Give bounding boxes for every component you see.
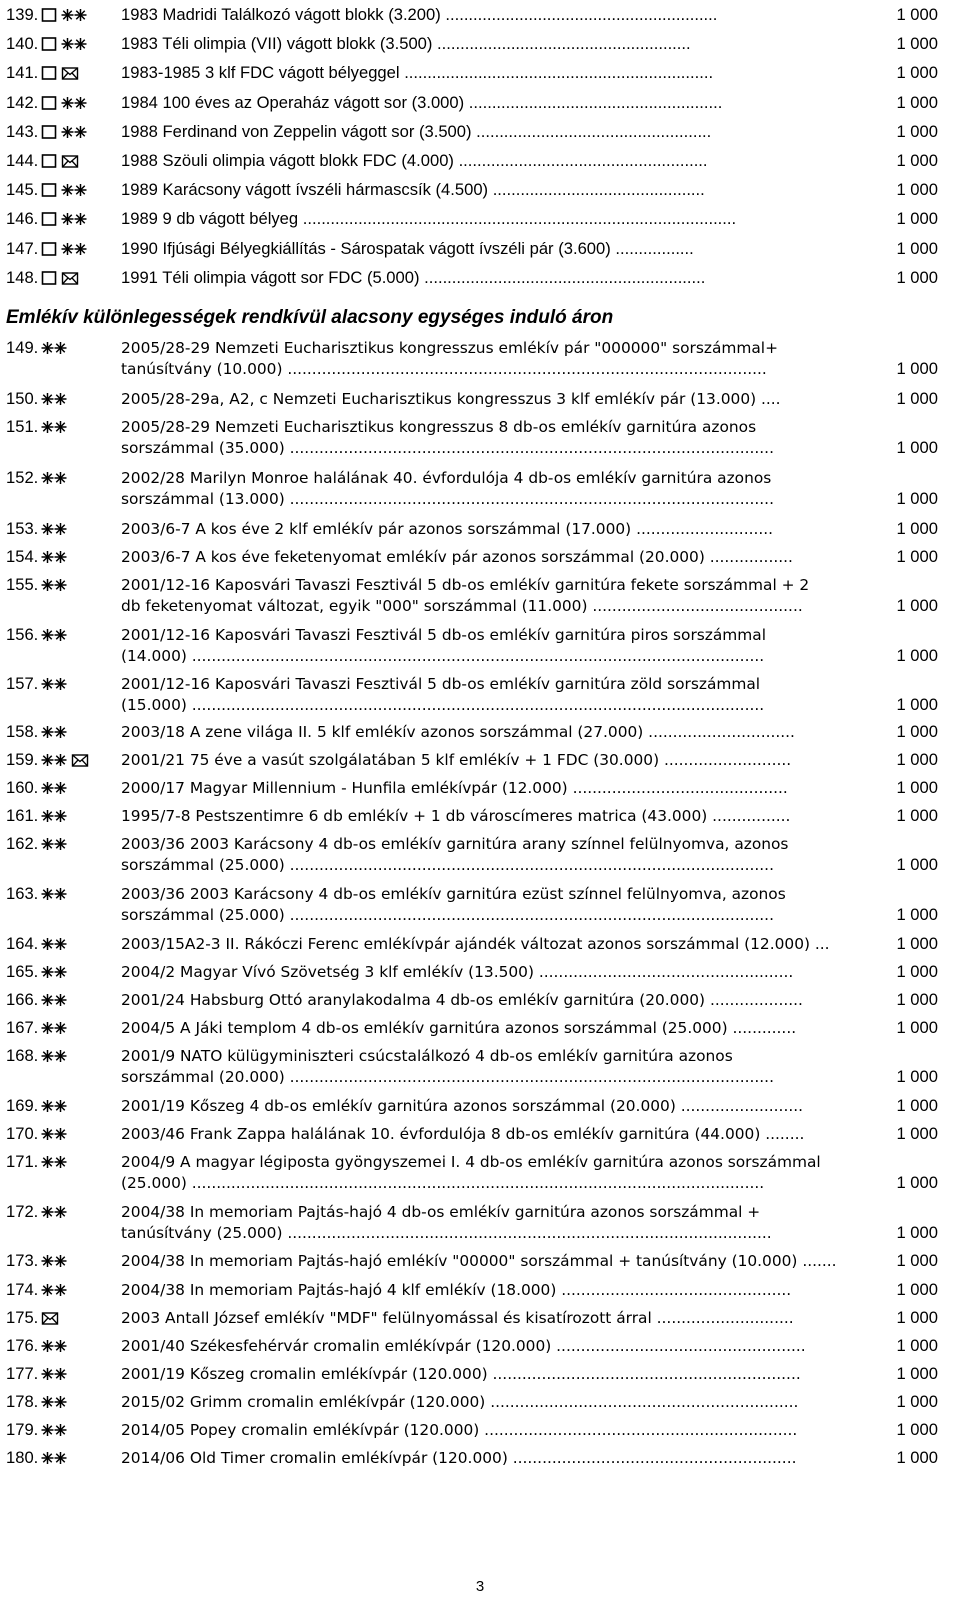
entry-icons	[41, 1447, 67, 1469]
envelope-icon	[61, 65, 79, 81]
entry-number: 166.	[6, 990, 39, 1009]
double-asterisk-icon	[41, 964, 67, 980]
entry-line	[0, 961, 960, 983]
entry-description: (14.000) .....................................................................................................................	[121, 647, 765, 665]
entry-price: 1 000	[896, 1096, 938, 1115]
entry-price: 1 000	[896, 34, 938, 54]
double-asterisk-icon	[41, 577, 67, 593]
entry-icons	[41, 121, 87, 143]
entry-price: 1 000	[896, 1308, 938, 1327]
entry-description: tanúsítvány (10.000) ..................................................................................................	[121, 360, 767, 378]
entry-price: 1 000	[896, 1280, 938, 1299]
double-asterisk-icon	[61, 95, 87, 111]
entry-icons	[41, 805, 67, 827]
entry-number: 167.	[6, 1018, 39, 1037]
entry-icons	[41, 337, 67, 359]
entry-icons	[41, 574, 67, 596]
entry-price: 1 000	[896, 962, 938, 981]
entry-number: 153.	[6, 519, 39, 538]
double-asterisk-icon	[41, 936, 67, 952]
entry-icons	[41, 777, 67, 799]
entry-price: 1 000	[896, 1420, 938, 1439]
entry-line	[0, 1172, 960, 1194]
entry-icons	[41, 1419, 67, 1441]
entry-description: 2014/06 Old Timer cromalin emlékívpár (120.000) ..........................................................	[121, 1449, 797, 1467]
entry-description: sorszámmal (13.000) ...................................................................................................	[121, 490, 774, 508]
entry-line	[0, 1307, 960, 1329]
entry-line	[0, 388, 960, 410]
entry-price: 1 000	[896, 1251, 938, 1270]
entry-line	[0, 1123, 960, 1145]
entry-line	[0, 1391, 960, 1413]
entry-line	[0, 1335, 960, 1357]
entry-number: 151.	[6, 417, 39, 436]
entry-line	[0, 238, 960, 260]
entry-icons	[41, 467, 67, 489]
entry-line	[0, 4, 960, 26]
entry-description: 2014/05 Popey cromalin emlékívpár (120.000) ................................................................	[121, 1421, 798, 1439]
entry-description: 2001/12-16 Kaposvári Tavaszi Fesztivál 5 db-os emlékív garnitúra piros sorszámmal	[121, 626, 766, 644]
double-asterisk-icon	[41, 1338, 67, 1354]
entry-line	[0, 1066, 960, 1088]
entry-line	[0, 777, 960, 799]
entry-description: (15.000) .....................................................................................................................	[121, 696, 765, 714]
entry-icons	[41, 518, 67, 540]
entry-number: 173.	[6, 1251, 39, 1270]
entry-description: 2004/5 A Jáki templom 4 db-os emlékív garnitúra azonos sorszámmal (25.000) .............	[121, 1019, 797, 1037]
entry-description: 2000/17 Magyar Millennium - Hunfila emlékívpár (12.000) ............................................	[121, 779, 788, 797]
entry-number: 168.	[6, 1046, 39, 1065]
entry-description: 2004/9 A magyar légiposta gyöngyszemei I. 4 db-os emlékív garnitúra azonos sorszámmal	[121, 1153, 821, 1171]
entry-number: 170.	[6, 1124, 39, 1143]
entry-description: 2004/2 Magyar Vívó Szövetség 3 klf emlékív (13.500) ....................................................	[121, 963, 794, 981]
entry-line	[0, 337, 960, 359]
entry-number: 145.	[6, 180, 39, 200]
entry-line	[0, 1447, 960, 1469]
entry-number: 155.	[6, 575, 39, 594]
envelope-icon	[41, 1310, 59, 1326]
entry-description: 2001/21 75 éve a vasút szolgálatában 5 klf emlékív + 1 FDC (30.000) ..........................	[121, 751, 792, 769]
entry-line	[0, 518, 960, 540]
double-asterisk-icon	[41, 1098, 67, 1114]
entry-price: 1 000	[896, 180, 938, 200]
entry-icons	[41, 179, 87, 201]
entry-number: 150.	[6, 389, 39, 408]
entry-description: 1984 100 éves az Operaház vágott sor (3.000) .......................................................	[121, 92, 723, 112]
entry-description: 2004/38 In memoriam Pajtás-hajó 4 db-os emlékív garnitúra azonos sorszámmal +	[121, 1203, 761, 1221]
entry-number: 149.	[6, 338, 39, 357]
entry-description: 2003/6-7 A kos éve feketenyomat emlékív pár azonos sorszámmal (20.000) .................	[121, 548, 793, 566]
entry-line	[0, 1201, 960, 1223]
entry-number: 147.	[6, 238, 39, 258]
entry-line	[0, 62, 960, 84]
entry-price: 1 000	[896, 1223, 938, 1242]
entry-icons	[41, 624, 67, 646]
envelope-icon	[61, 153, 79, 169]
entry-line	[0, 1363, 960, 1385]
entry-price: 1 000	[896, 92, 938, 112]
entry-line	[0, 673, 960, 695]
entry-line	[0, 805, 960, 827]
double-asterisk-icon	[41, 992, 67, 1008]
entry-line	[0, 574, 960, 596]
entry-price: 1 000	[896, 1067, 938, 1086]
entry-line	[0, 33, 960, 55]
entry-description: (25.000) .....................................................................................................................	[121, 1174, 765, 1192]
entry-description: 2002/28 Marilyn Monroe halálának 40. évfordulója 4 db-os emlékív garnitúra azonos	[121, 469, 772, 487]
entry-number: 177.	[6, 1364, 39, 1383]
entry-line	[0, 467, 960, 489]
entry-icons	[41, 416, 67, 438]
entry-description: 1988 Ferdinand von Zeppelin vágott sor (3.500) ...................................................	[121, 121, 712, 141]
entry-line	[0, 1045, 960, 1067]
double-asterisk-icon	[41, 340, 67, 356]
entry-price: 1 000	[896, 1336, 938, 1355]
entry-description: 1983-1985 3 klf FDC vágott bélyeggel ...................................................................	[121, 63, 714, 83]
entry-line	[0, 933, 960, 955]
entry-number: 176.	[6, 1336, 39, 1355]
entry-description: 1983 Téli olimpia (VII) vágott blokk (3.500) .......................................................	[121, 34, 691, 54]
entry-description: 2003/15A2-3 II. Rákóczi Ferenc emlékívpár ajándék változat azonos sorszámmal (12.000) ...	[121, 935, 830, 953]
entry-description: 1989 9 db vágott bélyeg ..............................................................................................	[121, 209, 737, 229]
entry-price: 1 000	[896, 778, 938, 797]
entry-description: 2004/38 In memoriam Pajtás-hajó emlékív "00000" sorszámmal + tanúsítvány (10.000) .......	[121, 1252, 837, 1270]
double-asterisk-icon	[41, 808, 67, 824]
entry-description: 2003/36 2003 Karácsony 4 db-os emlékív garnitúra arany színnel felülnyomva, azonos	[121, 835, 789, 853]
entry-icons	[41, 388, 67, 410]
section-heading: Emlékív különlegességek rendkívül alacsony egységes induló áron	[6, 307, 614, 328]
entry-number: 165.	[6, 962, 39, 981]
entry-number: 164.	[6, 934, 39, 953]
entry-line	[0, 1250, 960, 1272]
entry-description: 2003 Antall József emlékív "MDF" felülnyomással és kisatírozott árral ............................	[121, 1309, 794, 1327]
entry-line	[0, 416, 960, 438]
page-number: 3	[475, 1578, 485, 1595]
entry-description: sorszámmal (25.000) ...................................................................................................	[121, 856, 774, 874]
entry-price: 1 000	[896, 151, 938, 170]
entry-number: 163.	[6, 884, 39, 903]
entry-description: sorszámmal (25.000) ...................................................................................................	[121, 906, 774, 924]
entry-price: 1 000	[896, 695, 938, 714]
entry-price: 1 000	[896, 63, 938, 83]
entry-price: 1 000	[896, 5, 938, 24]
entry-number: 159.	[6, 750, 39, 769]
entry-icons	[41, 833, 67, 855]
entry-description: 1990 Ifjúsági Bélyegkiállítás - Sárospatak vágott ívszéli pár (3.600) .................	[121, 238, 694, 258]
entry-line	[0, 92, 960, 114]
entry-line	[0, 179, 960, 201]
double-asterisk-icon	[41, 836, 67, 852]
entry-number: 142.	[6, 92, 39, 112]
entry-line	[0, 833, 960, 855]
entry-price: 1 000	[896, 238, 938, 258]
double-asterisk-icon	[41, 1366, 67, 1382]
entry-icons	[41, 1391, 67, 1413]
entry-icons	[41, 883, 67, 905]
entry-price: 1 000	[896, 646, 938, 665]
double-asterisk-icon	[41, 1422, 67, 1438]
entry-description: 2001/24 Habsburg Ottó aranylakodalma 4 db-os emlékív garnitúra (20.000) ...................	[121, 991, 803, 1009]
square-box-icon	[41, 7, 57, 23]
entry-description: 2001/12-16 Kaposvári Tavaszi Fesztivál 5 db-os emlékív garnitúra zöld sorszámmal	[121, 675, 761, 693]
entry-line	[0, 854, 960, 876]
entry-price: 1 000	[896, 547, 938, 566]
entry-price: 1 000	[896, 1018, 938, 1037]
entry-number: 156.	[6, 625, 39, 644]
entry-icons	[41, 1095, 67, 1117]
entry-price: 1 000	[896, 267, 938, 287]
entry-number: 148.	[6, 267, 39, 287]
entry-line	[0, 267, 960, 289]
entry-line	[0, 1419, 960, 1441]
entry-line	[0, 645, 960, 667]
entry-icons	[41, 1363, 67, 1385]
entry-number: 146.	[6, 209, 39, 229]
entry-line	[0, 150, 960, 172]
entry-description: 1988 Szöuli olimpia vágott blokk FDC (4.000) ......................................................	[121, 151, 708, 170]
entry-number: 169.	[6, 1096, 39, 1115]
entry-price: 1 000	[896, 389, 938, 408]
entry-icons	[41, 1250, 67, 1272]
double-asterisk-icon	[41, 419, 67, 435]
double-asterisk-icon	[61, 211, 87, 227]
entry-description: 1989 Karácsony vágott ívszéli hármascsík (4.500) ..............................................	[121, 180, 705, 200]
entry-description: sorszámmal (35.000) ...................................................................................................	[121, 439, 774, 457]
entry-number: 161.	[6, 806, 39, 825]
entry-description: 2003/46 Frank Zappa halálának 10. évfordulója 8 db-os emlékív garnitúra (44.000) ........	[121, 1125, 805, 1143]
entry-line	[0, 121, 960, 143]
entry-description: 2005/28-29a, A2, c Nemzeti Eucharisztikus kongresszus 3 klf emlékív pár (13.000) ....	[121, 390, 781, 408]
entry-description: 2005/28-29 Nemzeti Eucharisztikus kongresszus emlékív pár "000000" sorszámmal+	[121, 339, 778, 357]
entry-icons	[41, 673, 67, 695]
entry-line	[0, 1279, 960, 1301]
double-asterisk-icon	[41, 676, 67, 692]
square-box-icon	[41, 124, 57, 140]
entry-price: 1 000	[896, 990, 938, 1009]
double-asterisk-icon	[41, 627, 67, 643]
entry-price: 1 000	[896, 1124, 938, 1143]
entry-number: 140.	[6, 34, 39, 54]
entry-icons	[41, 33, 87, 55]
square-box-icon	[41, 153, 57, 169]
entry-description: 2001/19 Kőszeg cromalin emlékívpár (120.000) ...............................................................	[121, 1365, 801, 1383]
entry-price: 1 000	[896, 722, 938, 741]
double-asterisk-icon	[41, 1154, 67, 1170]
entry-line	[0, 358, 960, 380]
double-asterisk-icon	[41, 752, 67, 768]
entry-price: 1 000	[896, 905, 938, 924]
entry-price: 1 000	[896, 209, 938, 229]
double-asterisk-icon	[41, 724, 67, 740]
entry-number: 157.	[6, 674, 39, 693]
entry-price: 1 000	[896, 489, 938, 508]
entry-icons	[41, 1045, 67, 1067]
entry-number: 152.	[6, 468, 39, 487]
double-asterisk-icon	[41, 1020, 67, 1036]
entry-line	[0, 904, 960, 926]
entry-icons	[41, 721, 67, 743]
entry-icons	[41, 92, 87, 114]
entry-price: 1 000	[896, 855, 938, 874]
entry-icons	[41, 1017, 67, 1039]
entry-line	[0, 694, 960, 716]
entry-icons	[41, 1123, 67, 1145]
square-box-icon	[41, 270, 57, 286]
entry-description: 2003/6-7 A kos éve 2 klf emlékív pár azonos sorszámmal (17.000) ............................	[121, 520, 774, 538]
entry-icons	[41, 238, 87, 260]
entry-icons	[41, 62, 79, 84]
entry-description: 2004/38 In memoriam Pajtás-hajó 4 klf emlékív (18.000) ...............................................	[121, 1281, 792, 1299]
entry-description: 2005/28-29 Nemzeti Eucharisztikus kongresszus 8 db-os emlékív garnitúra azonos	[121, 418, 757, 436]
entry-description: 1995/7-8 Pestszentimre 6 db emlékív + 1 db városcímeres matrica (43.000) ................	[121, 807, 791, 825]
entry-line	[0, 595, 960, 617]
entry-description: 2003/36 2003 Karácsony 4 db-os emlékív garnitúra ezüst színnel felülnyomva, azonos	[121, 885, 786, 903]
entry-description: 2001/9 NATO külügyminiszteri csúcstalálkozó 4 db-os emlékív garnitúra azonos	[121, 1047, 733, 1065]
entry-description: 1983 Madridi Találkozó vágott blokk (3.200) ...........................................................	[121, 5, 718, 24]
double-asterisk-icon	[41, 1394, 67, 1410]
entry-description: tanúsítvány (25.000) ...................................................................................................	[121, 1224, 772, 1242]
entry-price: 1 000	[896, 934, 938, 953]
square-box-icon	[41, 211, 57, 227]
entry-number: 162.	[6, 834, 39, 853]
double-asterisk-icon	[41, 470, 67, 486]
double-asterisk-icon	[41, 391, 67, 407]
entry-number: 172.	[6, 1202, 39, 1221]
entry-number: 171.	[6, 1152, 39, 1171]
entry-number: 179.	[6, 1420, 39, 1439]
square-box-icon	[41, 241, 57, 257]
square-box-icon	[41, 36, 57, 52]
double-asterisk-icon	[61, 241, 87, 257]
entry-number: 160.	[6, 778, 39, 797]
entry-line	[0, 488, 960, 510]
entry-line	[0, 624, 960, 646]
double-asterisk-icon	[61, 7, 87, 23]
envelope-icon	[71, 752, 89, 768]
entry-line	[0, 208, 960, 230]
entry-price: 1 000	[896, 1364, 938, 1383]
double-asterisk-icon	[41, 521, 67, 537]
entry-icons	[41, 1151, 67, 1173]
entry-description: 2001/12-16 Kaposvári Tavaszi Fesztivál 5 db-os emlékív garnitúra fekete sorszámmal + 2	[121, 576, 810, 594]
envelope-icon	[61, 270, 79, 286]
entry-number: 178.	[6, 1392, 39, 1411]
entry-line	[0, 1095, 960, 1117]
entry-line	[0, 546, 960, 568]
square-box-icon	[41, 95, 57, 111]
entry-line	[0, 989, 960, 1011]
entry-description: sorszámmal (20.000) ...................................................................................................	[121, 1068, 774, 1086]
entry-price: 1 000	[896, 1448, 938, 1467]
entry-icons	[41, 1307, 59, 1329]
entry-number: 141.	[6, 63, 39, 83]
square-box-icon	[41, 182, 57, 198]
entry-description: 1991 Téli olimpia vágott sor FDC (5.000) .............................................................	[121, 267, 706, 287]
entry-number: 158.	[6, 722, 39, 741]
double-asterisk-icon	[41, 886, 67, 902]
entry-icons	[41, 989, 67, 1011]
double-asterisk-icon	[41, 1253, 67, 1269]
entry-price: 1 000	[896, 359, 938, 378]
entry-number: 144.	[6, 151, 39, 170]
entry-line	[0, 749, 960, 771]
double-asterisk-icon	[61, 124, 87, 140]
entry-description: 2001/19 Kőszeg 4 db-os emlékív garnitúra azonos sorszámmal (20.000) .........................	[121, 1097, 804, 1115]
entry-icons	[41, 208, 87, 230]
entry-line	[0, 437, 960, 459]
entry-line	[0, 1017, 960, 1039]
entry-icons	[41, 150, 79, 172]
entry-icons	[41, 961, 67, 983]
entry-line	[0, 721, 960, 743]
double-asterisk-icon	[41, 1126, 67, 1142]
entry-description: 2015/02 Grimm cromalin emlékívpár (120.000) ...............................................................	[121, 1393, 799, 1411]
entry-price: 1 000	[896, 1392, 938, 1411]
entry-number: 180.	[6, 1448, 39, 1467]
entry-description: 2001/40 Székesfehérvár cromalin emlékívpár (120.000) ...................................................	[121, 1337, 806, 1355]
entry-price: 1 000	[896, 596, 938, 615]
entry-icons	[41, 546, 67, 568]
entry-icons	[41, 933, 67, 955]
entry-icons	[41, 1201, 67, 1223]
entry-icons	[41, 749, 89, 771]
entry-icons	[41, 267, 79, 289]
entry-line	[0, 1151, 960, 1173]
double-asterisk-icon	[41, 549, 67, 565]
entry-description: db feketenyomat változat, egyik "000" sorszámmal (11.000) ...........................................	[121, 597, 803, 615]
entry-number: 175.	[6, 1308, 39, 1327]
entry-description: 2003/18 A zene világa II. 5 klf emlékív azonos sorszámmal (27.000) ..............................	[121, 723, 795, 741]
entry-price: 1 000	[896, 750, 938, 769]
entry-price: 1 000	[896, 806, 938, 825]
entry-icons	[41, 1279, 67, 1301]
double-asterisk-icon	[61, 182, 87, 198]
double-asterisk-icon	[41, 1048, 67, 1064]
double-asterisk-icon	[61, 36, 87, 52]
double-asterisk-icon	[41, 1204, 67, 1220]
entry-line	[0, 1222, 960, 1244]
entry-price: 1 000	[896, 1173, 938, 1192]
double-asterisk-icon	[41, 780, 67, 796]
entry-number: 139.	[6, 5, 39, 24]
square-box-icon	[41, 65, 57, 81]
entry-price: 1 000	[896, 121, 938, 141]
double-asterisk-icon	[41, 1282, 67, 1298]
entry-price: 1 000	[896, 438, 938, 457]
entry-icons	[41, 4, 87, 26]
entry-number: 174.	[6, 1280, 39, 1299]
entry-price: 1 000	[896, 519, 938, 538]
entry-line	[0, 883, 960, 905]
double-asterisk-icon	[41, 1450, 67, 1466]
entry-number: 143.	[6, 121, 39, 141]
entry-icons	[41, 1335, 67, 1357]
entry-number: 154.	[6, 547, 39, 566]
